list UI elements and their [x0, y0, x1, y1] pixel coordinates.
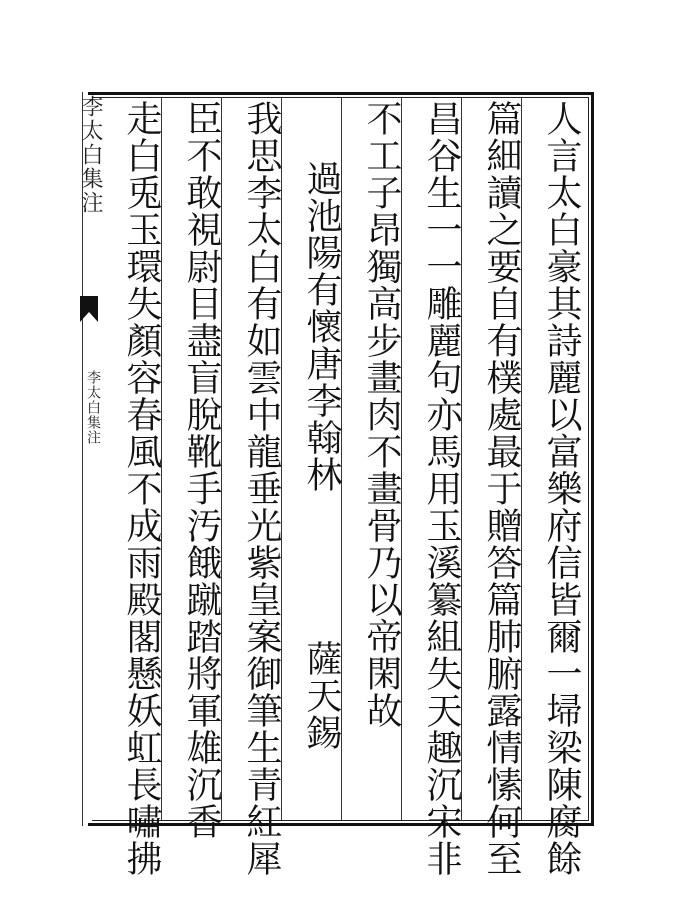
text-column-4: 不工子昂獨高步畫肉不畫骨乃以帝閑故	[361, 100, 402, 729]
fishtail-mark-icon	[80, 296, 98, 322]
text-column-3: 昌谷生一一雕麗句亦馬用玉溪纂組失天趣沉宋非	[421, 100, 462, 877]
author-signature: 薩天錫	[301, 640, 342, 751]
text-column-2: 篇細讀之要自有樸處最于贈答篇肺腑露情愫何至	[481, 100, 522, 877]
margin-sub-title: 李太白集注	[85, 370, 101, 445]
text-column-6: 我思李太白有如雲中龍垂光紫皇案御筆生青紅犀	[241, 100, 282, 877]
text-column-1: 人言太白豪其詩麗以富樂府信皆爾一埽梁陳腐餘	[541, 100, 582, 877]
poem-title: 過池陽有懷唐李翰林	[301, 160, 342, 493]
text-column-7: 臣不敢視尉目盡盲脫靴手汚餓蹴踏將軍雄沉香	[181, 100, 222, 840]
text-column-8: 走白兎玉環失顏容春風不成雨殿閣懸妖虹長嘯拂	[121, 100, 162, 877]
margin-book-title: 李太白集注	[78, 95, 103, 215]
